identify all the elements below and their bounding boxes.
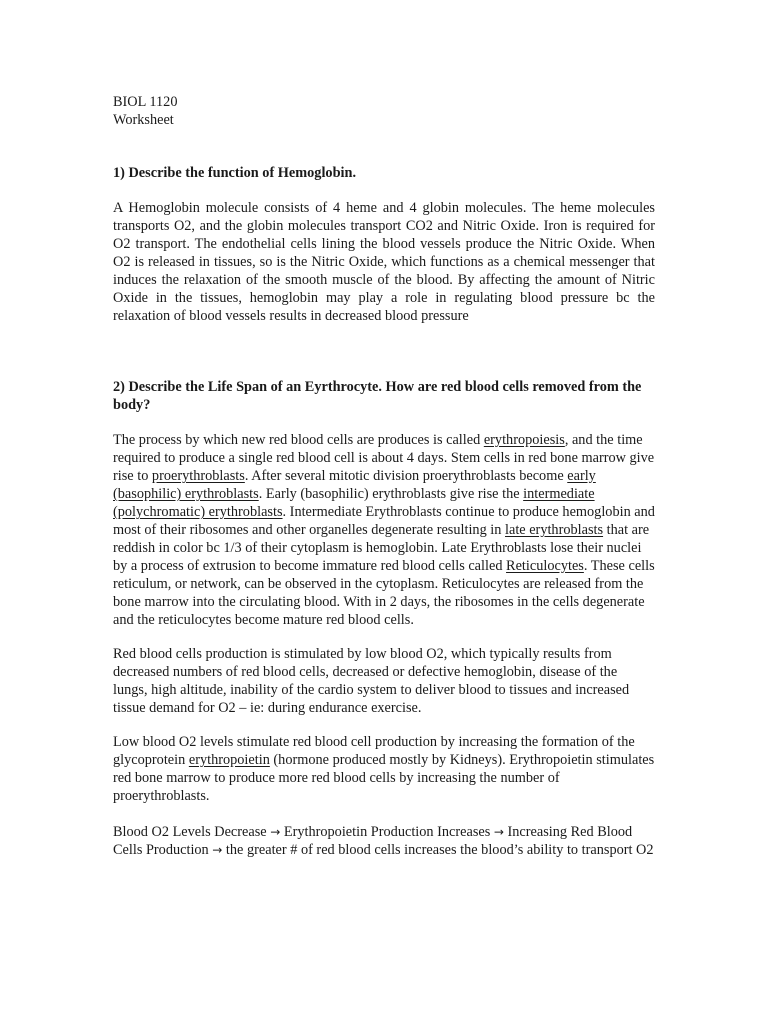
text-run: Low blood O2 levels stimulate red blood cell production by increasing the formation of the glycoprotein (113, 734, 635, 768)
question-1: 1) Describe the function of Hemoglobin. (113, 165, 357, 181)
term-erythropoiesis: erythropoiesis (483, 432, 565, 448)
term-proerythroblasts: proerythroblasts (151, 468, 245, 484)
course-code: BIOL 1120 (113, 94, 178, 110)
answer-1: A Hemoglobin molecule consists of 4 heme and 4 globin molecules. The heme molecules transports O2, and the globin molecules transport CO2 and Nitric Oxide. Iron is required for O2 transport. The endothelial cells lining the blood vessels produce the Nitric Oxide. When O2 is released in tissues, so is the Nitric Oxide, which functions as a chemical messenger that induces the relaxation of the smooth muscle of the blood. By affecting the amount of Nitric Oxide in the tissues, hemoglobin may play a role in regulating blood pressure bc the relaxation of blood vessels results in decreased blood pressure (113, 200, 655, 324)
term-early-erythroblasts: early (basophilic) erythroblasts (113, 468, 596, 502)
document-title: Worksheet (113, 112, 174, 128)
arrow-right-icon: → (493, 825, 504, 839)
text-run: (hormone produced mostly by Kidneys). Erythropoietin stimulates red bone marrow to produce more red blood cells by increasing the number of proerythroblasts. (113, 752, 655, 804)
text-run: The process by which new red blood cells are produces is called (113, 432, 484, 448)
text-run: . Intermediate Erythroblasts continue to produce hemoglobin and most of their ribosomes and other organelles degenerate resulting in (113, 504, 655, 538)
text-run: Erythropoietin Production Increases (280, 824, 494, 840)
question-2: 2) Describe the Life Span of an Eyrthrocyte. How are red blood cells removed from the body? (113, 379, 642, 413)
term-intermediate-erythroblasts: intermediate (polychromatic) erythroblasts (113, 486, 595, 520)
arrow-right-icon: → (212, 843, 223, 857)
answer-2-paragraph-3 (113, 733, 655, 805)
text-run: the greater # of red blood cells increases the blood’s ability to transport O2 (222, 842, 654, 858)
text-run: Blood O2 Levels Decrease (113, 824, 271, 840)
text-run: . Early (basophilic) erythroblasts give rise the (258, 486, 524, 502)
answer-2-paragraph-1 (113, 431, 655, 629)
text-run: . After several mitotic division proerythroblasts become (244, 468, 568, 484)
answer-2-paragraph-2: Red blood cells production is stimulated by low blood O2, which typically results from decreased numbers of red blood cells, decreased or defective hemoglobin, disease of the lungs, high altitude, inability of the cardio system to deliver blood to tissues and increased tissue demand for O2 – ie: during endurance exercise. (113, 646, 630, 716)
text-run: , and the time required to produce a single red blood cell is about 4 days. Stem cells in red bone marrow give rise to (113, 432, 655, 484)
document-page (113, 93, 655, 859)
text-run: Increasing Red Blood Cells Production (113, 824, 633, 858)
term-reticulocytes: Reticulocytes (506, 558, 584, 574)
term-erythropoietin: erythropoietin (188, 752, 270, 768)
text-run: . These cells reticulum, or network, can be observed in the cytoplasm. Reticulocytes are released from the bone marrow into the circulating blood. With in 2 days, the ribosomes in the cells degenerate and the reticulocytes become mature red blood cells. (113, 558, 655, 628)
arrow-right-icon: → (270, 825, 281, 839)
text-run: that are reddish in color bc 1/3 of their cytoplasm is hemoglobin. Late Erythroblasts lose their nuclei by a process of extrusion to become immature red blood cells called (113, 522, 650, 574)
term-late-erythroblasts: late erythroblasts (505, 522, 604, 538)
answer-2-paragraph-4 (113, 823, 655, 859)
